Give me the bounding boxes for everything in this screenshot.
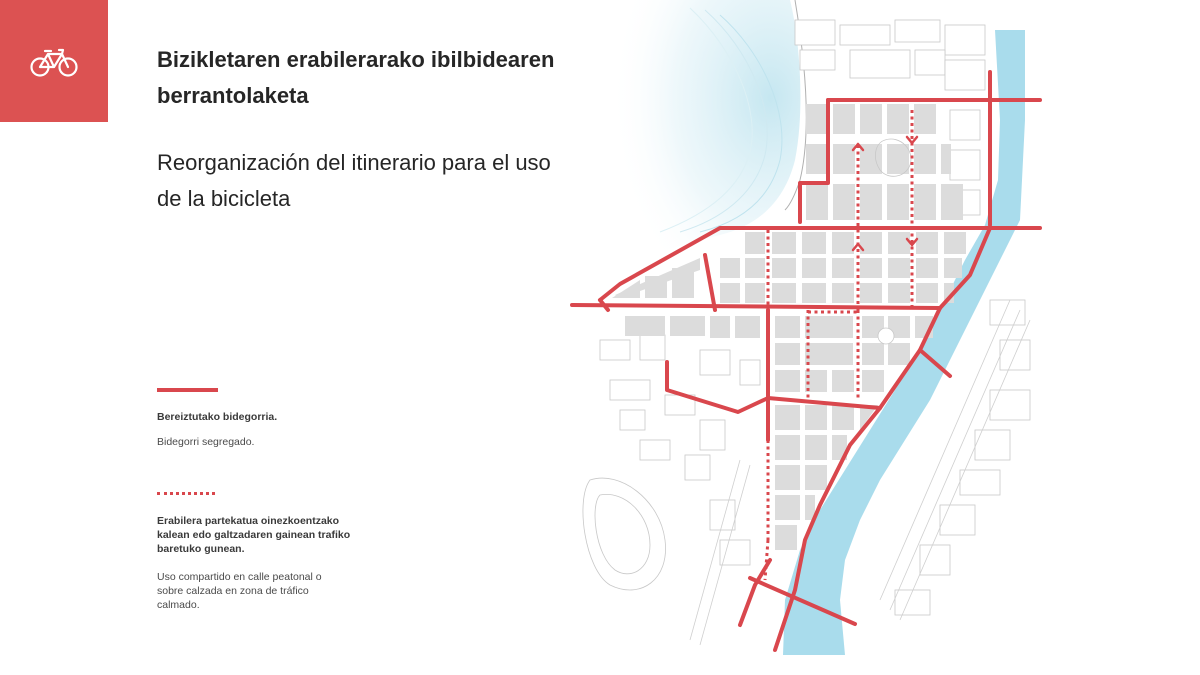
legend-shared-label-es: Uso compartido en calle peatonal o sobre calzada en zona de tráfico calmado.: [157, 571, 322, 611]
legend-segregated-label-eu: Bereiztutako bidegorria.: [157, 411, 278, 423]
legend-solid-line: [157, 388, 218, 392]
bicycle-icon: [30, 47, 78, 77]
city-map: [560, 0, 1060, 675]
legend-dotted-line: [157, 492, 215, 495]
plaza-circle: [878, 328, 894, 344]
title-spanish: Reorganización del itinerario para el uso de la bicicleta: [157, 150, 551, 211]
legend-segregated-label-es: Bidegorri segregado.: [157, 436, 255, 448]
title-basque: Bizikletaren erabilerarako ibilbidearen berrantolaketa: [157, 47, 555, 108]
header-icon-box: [0, 0, 108, 122]
legend-shared-label-eu: Erabilera partekatua oinezkoentzako kalean edo galtzadaren gainean trafiko baretuko gunean.: [157, 515, 351, 555]
